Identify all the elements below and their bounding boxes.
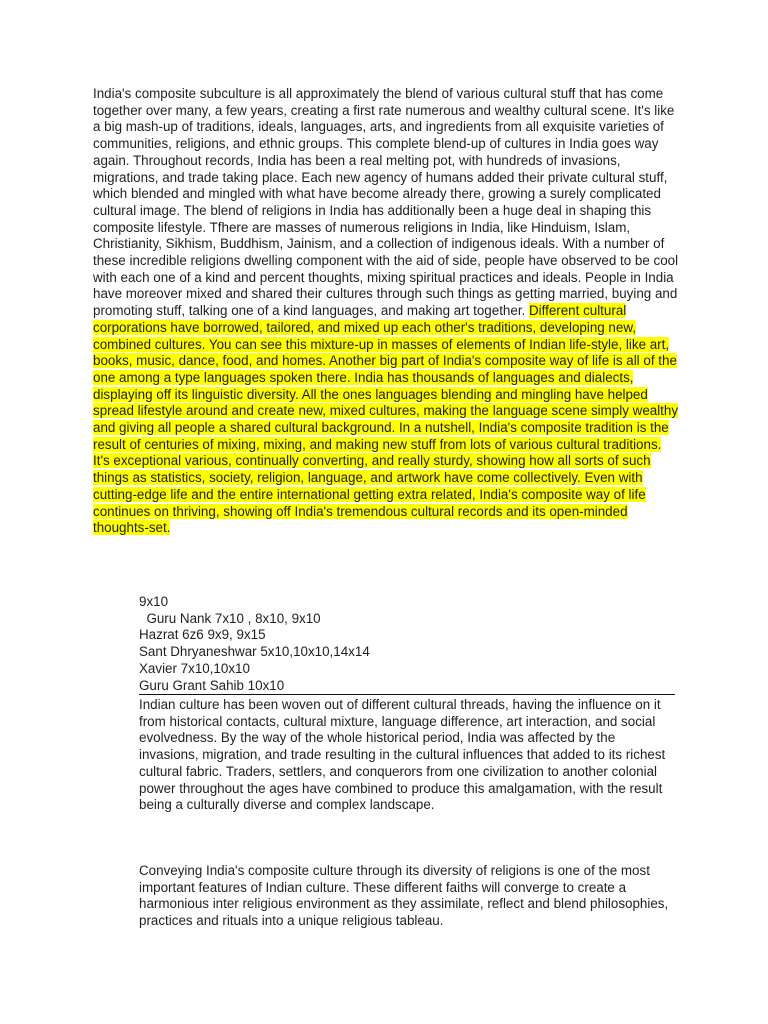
main-paragraph (93, 86, 681, 537)
size-list-item: 9x10 (139, 594, 169, 609)
size-list-item: Guru Grant Sahib 10x10 (139, 677, 285, 693)
highlighted-text: Different cultural corporations have borrowed, tailored, and mixed up each other's traditions, developing new, combined cultures. You can see this mixture-up in masses of elements of Indian life-style, like art, books, music, dance, food, and homes. Another big part of India's composite way of life is all of the one among a type languages spoken there. India has thousands of languages and dialects, displaying off its linguistic diversity. All the ones languages blending and mingling have helped spread lifestyle around and create new, mixed cultures, making the language scene simply wealthy and giving all people a shared cultural background. In a nutshell, India's composite tradition is the result of centuries of mixing, mixing, and making new stuff from lots of various cultural traditions. It's exceptional various, continually converting, and really sturdy, showing how all sorts of such things as statistics, society, religion, language, and artwork have come collectively. Even with cutting-edge life and the entire international getting extra related, India's composite way of life continues on thriving, showing off India's tremendous cultural records and its open-minded thoughts-set. (93, 303, 679, 536)
size-list-item: Hazrat 6z6 9x9, 9x15 (139, 627, 266, 643)
main-paragraph-text: India's composite subculture is all approximately the blend of various cultural stuff that has come together over many, a few years, creating a first rate numerous and wealthy cultural scene. It's like a big mash-up of traditions, ideals, languages, arts, and ingredients from all exquisite varieties of communities, religions, and ethnic groups. This complete blend-up of cultures in India goes way again. Throughout records, India has been a real melting pot, with hundreds of invasions, migrations, and trade taking place. Each new agency of humans added their private cultural stuff, which blended and mingled with what have become already there, growing a surely complicated cultural image. The blend of religions in India has additionally been a huge deal in shaping this composite lifestyle. Tfhere are masses of numerous religions in India, like Hinduism, Islam, Christianity, Sikhism, Buddhism, Jainism, and a collection of indigenous ideals. With a number of these incredible religions dwelling component with the aid of side, people have observed to be cool with each one of a kind and percent thoughts, mixing spiritual practices and ideals. People in India have moreover mixed and shared their cultures through such things as getting married, buying and promoting stuff, talking one of a kind languages, and making art together. (93, 86, 679, 319)
third-paragraph: Conveying India's composite culture through its diversity of religions is one of the most important features of Indian culture. These different faiths will converge to create a harmonious inter religious environment as they assimilate, reflect and blend philosophies, practices and rituals into a unique religious tableau. (139, 863, 669, 929)
size-list (139, 594, 675, 694)
second-paragraph: Indian culture has been woven out of different cultural threads, having the influence on it from historical contacts, cultural mixture, language difference, art interaction, and social evolvedness. By the way of the whole historical period, India was affected by the invasions, migration, and trade resulting in the cultural influences that added to its richest cultural fabric. Traders, settlers, and conquerors from one civilization to another colonial power throughout the ages have combined to produce this amalgamation, with the result being a culturally diverse and complex landscape. (139, 697, 666, 813)
size-list-item: Xavier 7x10,10x10 (139, 660, 250, 676)
size-list-item: Sant Dhryaneshwar 5x10,10x10,14x14 (139, 644, 370, 660)
horizontal-divider (139, 694, 675, 695)
size-list-item: Guru Nank 7x10 , 8x10, 9x10 (139, 610, 321, 626)
